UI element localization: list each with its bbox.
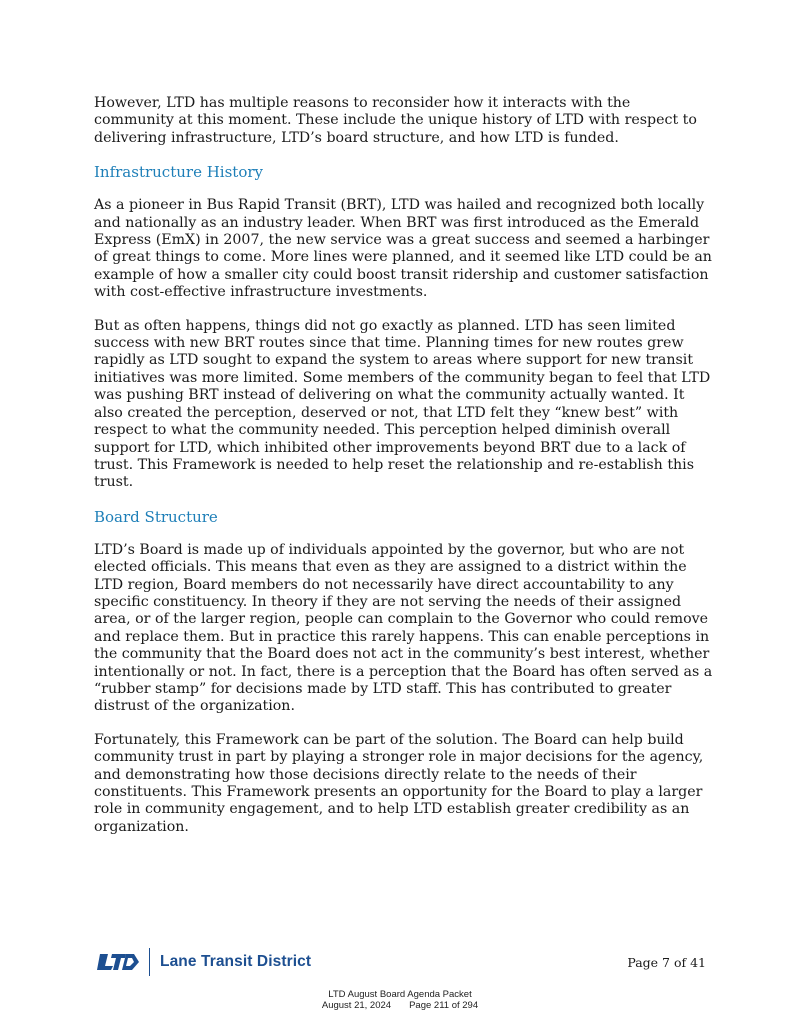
logo-text: Lane Transit District (160, 953, 312, 970)
footer-logo (96, 948, 311, 976)
stamp-date: August 21, 2024 (321, 1000, 392, 1011)
body-paragraph: As a pioneer in Bus Rapid Transit (BRT), LTD was hailed and recognized both locally and nationally as an industry leader. When BRT was first introduced as the Emerald Express (EmX) in 2007, the new service was a great success and seemed a harbinger of great things to come. More lines were planned, and it seemed like LTD could be an example of how a smaller city could boost transit ridership and customer satisfaction with cost-effective infrastructure investments. (94, 197, 712, 301)
stamp-title: LTD August Board Agenda Packet (328, 989, 472, 1000)
section-heading-board-structure: Board Structure (94, 507, 218, 526)
body-paragraph: LTD’s Board is made up of individuals appointed by the governor, but who are not elected officials. This means that even as they are assigned to a district within the LTD region, Board members do not necessarily have direct accountability to any specific constituency. In theory if they are not serving the needs of their assigned area, or of the larger region, people can complain to the Governor who could remove and replace them. But in practice this rarely happens. This can enable perceptions in the community that the Board does not act in the community’s best interest, whether intentionally or not. In fact, there is a perception that the Board has often served as a “rubber stamp” for decisions made by LTD staff. This has contributed to greater distrust of the organization. (94, 541, 713, 715)
stamp-page: Page 211 of 294 (409, 1000, 479, 1011)
ltd-logo-icon (96, 951, 140, 973)
body-paragraph: Fortunately, this Framework can be part of the solution. The Board can help build community trust in part by playing a stronger role in major decisions for the agency, and demonstrating how those decisions directly relate to the needs of their constituents. This Framework presents an opportunity for the Board to play a larger role in community engagement, and to help LTD establish greater credibility as an organization. (94, 731, 704, 835)
logo-divider (149, 948, 150, 976)
stamp-line2 (0, 1000, 800, 1011)
body-paragraph: But as often happens, things did not go exactly as planned. LTD has seen limited success with new BRT routes since that time. Planning times for new routes grew rapidly as LTD sought to expand the system to areas where support for new transit initiatives was more limited. Some members of the community began to feel that LTD was pushing BRT instead of delivering on what the community actually wanted. It also created the perception, deserved or not, that LTD felt they “knew best” with respect to what the community needed. This perception helped diminish overall support for LTD, which inhibited other improvements beyond BRT due to a lack of trust. This Framework is needed to help reset the relationship and re-establish this trust. (94, 317, 711, 491)
packet-stamp (0, 989, 800, 1011)
section-heading-infrastructure-history: Infrastructure History (94, 163, 263, 182)
intro-paragraph: However, LTD has multiple reasons to reconsider how it interacts with the community at this moment. These include the unique history of LTD with respect to delivering infrastructure, LTD’s board structure, and how LTD is funded. (94, 95, 697, 146)
page-number: Page 7 of 41 (627, 955, 706, 970)
document-body (94, 95, 714, 852)
